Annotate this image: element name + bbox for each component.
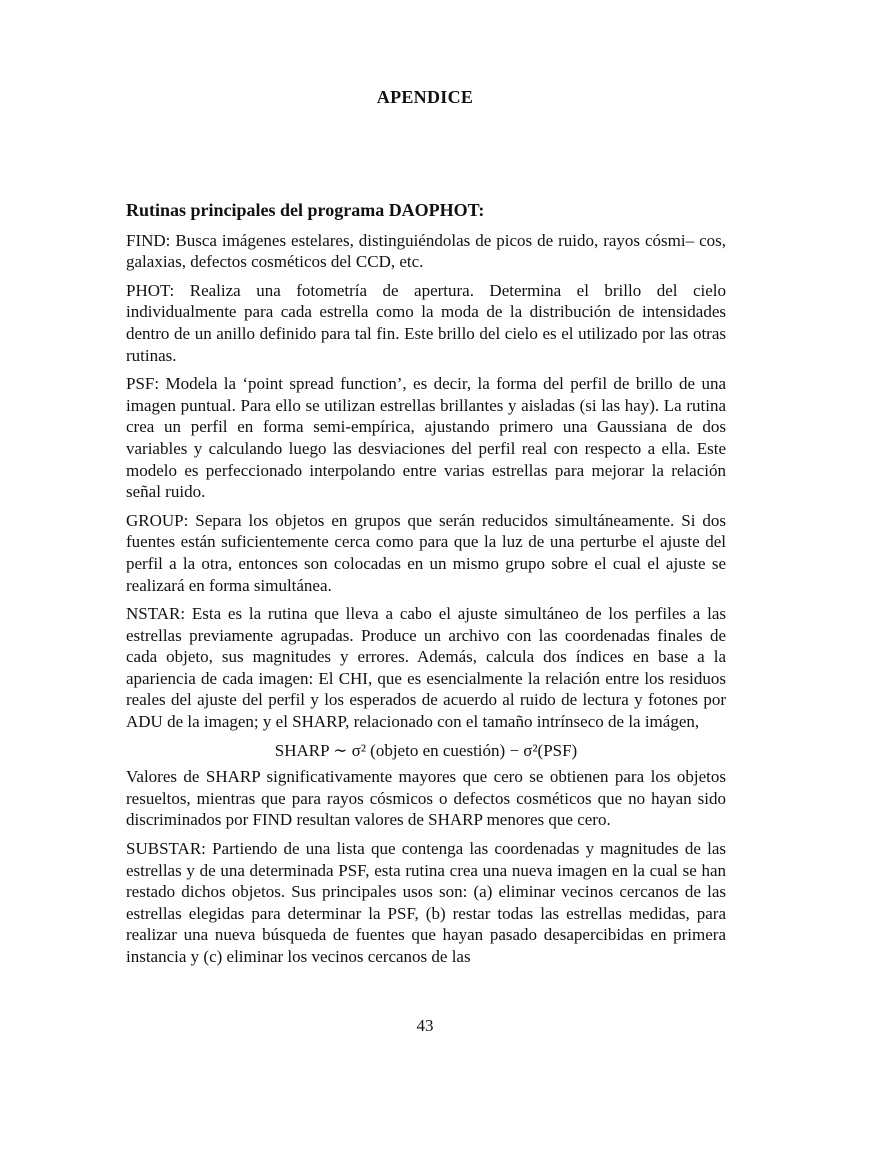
sharp-equation: SHARP ∼ σ² (objeto en cuestión) − σ²(PSF): [274, 740, 578, 760]
section-title: Rutinas principales del programa DAOPHOT:: [126, 200, 485, 220]
main-content: [126, 200, 726, 975]
paragraph-substar: SUBSTAR: Partiendo de una lista que contenga las coordenadas y magnitudes de las estrellas y de una determinada PSF, esta rutina crea una nueva imagen en la cual se han restado dichos objetos. Sus principales usos son: (a) eliminar vecinos cercanos de las estrellas elegidas para determinar la PSF, (b) restar todas las estrellas medidas, para realizar una nueva búsqueda de fuentes que hayan pasado desapercibidas en primera instancia y (c) eliminar los vecinos cercanos de las: [126, 839, 726, 966]
paragraph-psf: PSF: Modela la ‘point spread function’, es decir, la forma del perfil de brillo de una imagen puntual. Para ello se utilizan estrellas brillantes y aisladas (si las hay). La rutina crea un perfil en forma semi-empírica, ajustando primero una Gaussiana de dos variables y calculando luego las desviaciones del perfil real con respecto a ella. Este modelo es perfeccionado interpolando entre varias estrellas para mejorar la relación señal ruido.: [126, 374, 726, 502]
page-heading: APENDICE: [376, 87, 474, 107]
paragraph-phot: PHOT: Realiza una fotometría de apertura. Determina el brillo del cielo individualmente para cada estrella como la moda de la distribución de intensidades dentro de un anillo definido para tal fin. Este brillo del cielo es el utilizado por las otras rutinas.: [126, 280, 726, 365]
paragraph-find: FIND: Busca imágenes estelares, distinguiéndolas de picos de ruido, rayos cósmi– cos, galaxias, defectos cosméticos del CCD, etc.: [126, 230, 726, 272]
paragraph-group: GROUP: Separa los objetos en grupos que serán reducidos simultáneamente. Si dos fuentes están suficientemente cerca como para que la luz de una perturbe el ajuste del perfil a la otra, entonces son colocadas en un mismo grupo sobre el cual el ajuste se realizará en forma simultánea.: [126, 510, 726, 595]
paragraph-nstar: NSTAR: Esta es la rutina que lleva a cabo el ajuste simultáneo de los perfiles a las estrellas previamente agrupadas. Produce un archivo con las coordenadas finales de cada objeto, sus magnitudes y errores. Además, calcula dos índices en base a la apariencia de cada imagen: El CHI, que es esencialmente la relación entre los residuos reales del ajuste del perfil y los esperados de acuerdo al ruido de lectura y fotones por ADU de la imagen; y el SHARP, relacionado con el tamaño intrínseco de la imágen,: [126, 604, 726, 732]
page-number: 43: [416, 1016, 434, 1035]
paragraph-sharp-values: Valores de SHARP significativamente mayores que cero se obtienen para los objetos resueltos, mientras que para rayos cósmicos o defectos cosméticos que no hayan sido discriminados por FIND resultan valores de SHARP menores que cero.: [126, 767, 726, 830]
